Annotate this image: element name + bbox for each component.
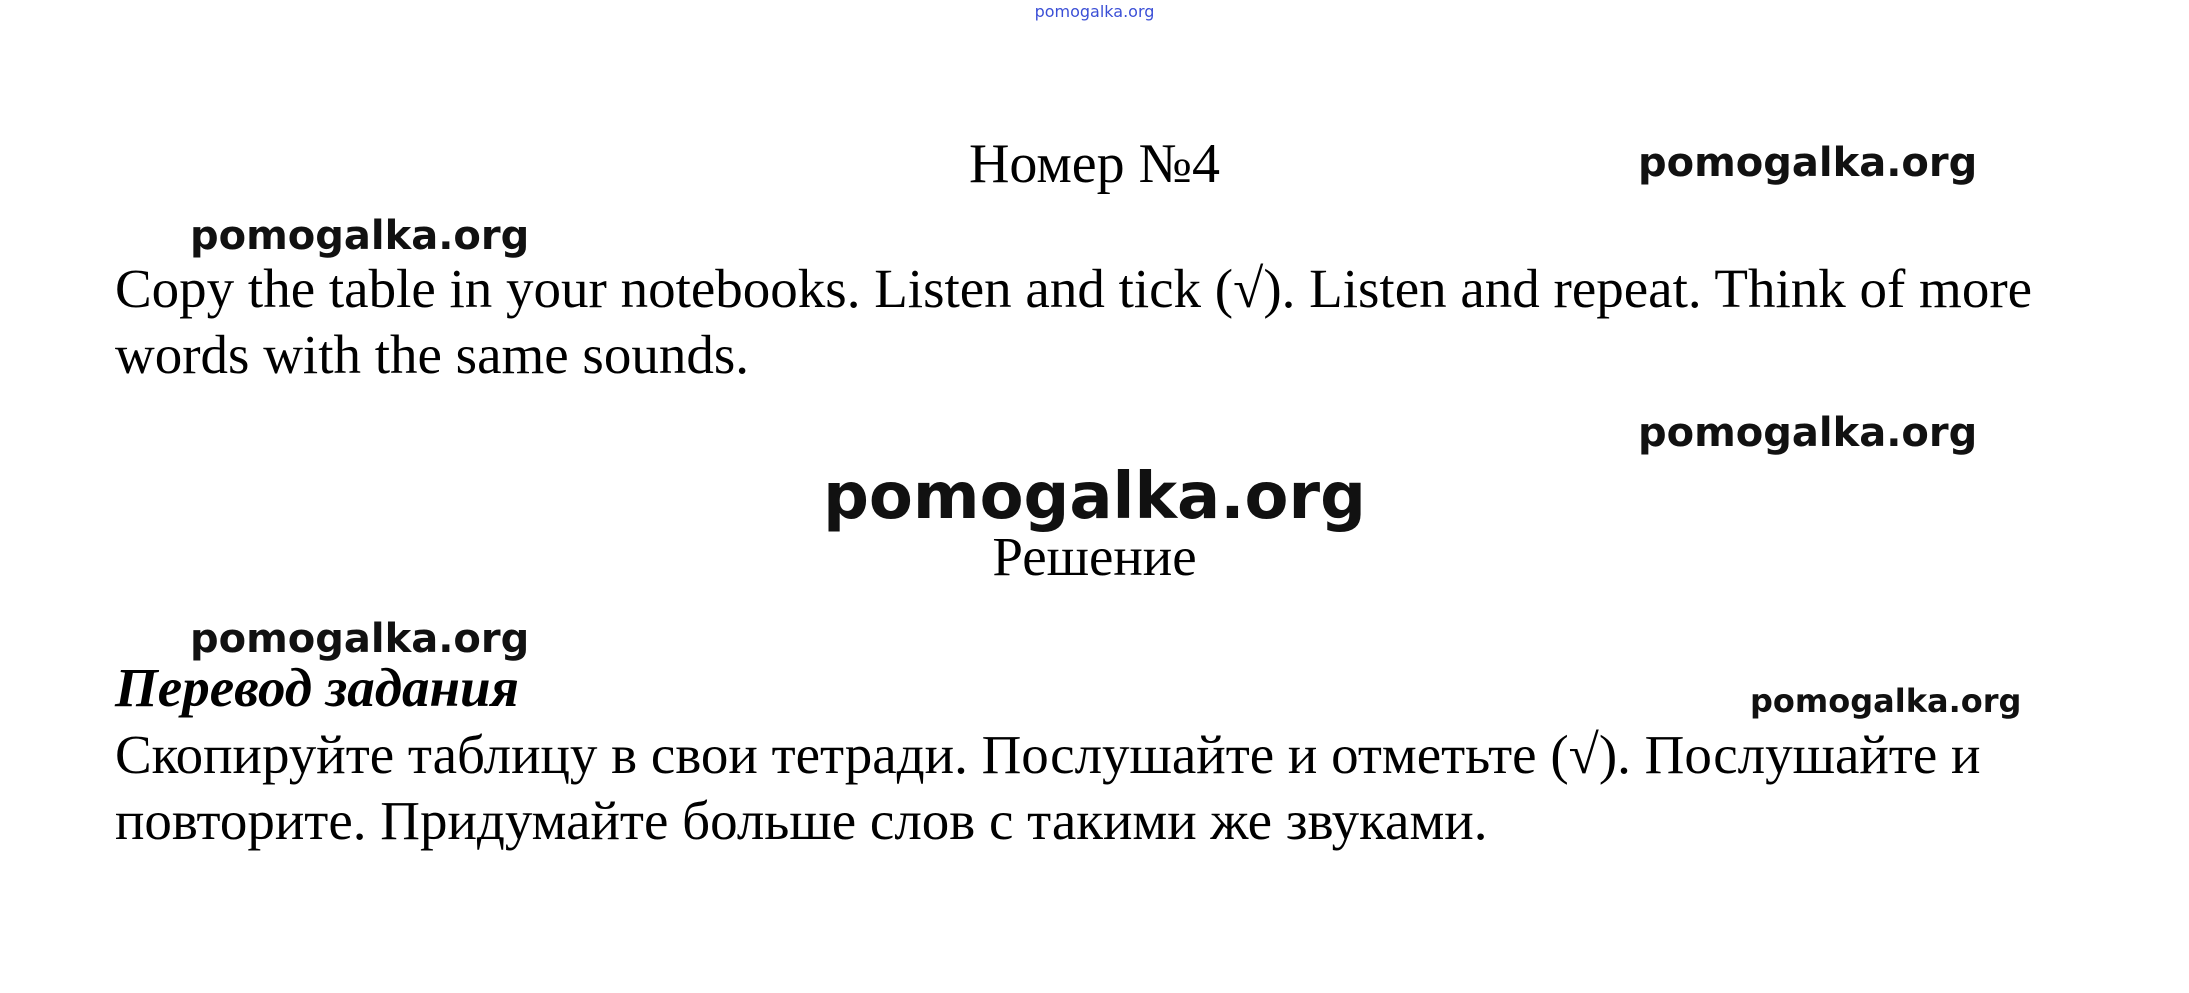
task-text: Copy the table in your notebooks. Listen and tick (√). Listen and repeat. Think of more words with the same sounds. [115,258,2033,385]
translation-heading: Перевод задания [115,657,519,718]
translation-text: Скопируйте таблицу в свои тетради. Послушайте и отметьте (√). Послушайте и повторите. Придумайте больше слов с такими же звуками. [115,724,1981,851]
watermark-text: pomogalka.org [190,213,530,259]
watermark-text: pomogalka.org [1638,140,1978,186]
top-site-link[interactable]: pomogalka.org [1034,2,1155,21]
solution-label: Решение [992,526,1197,587]
watermark-large: pomogalka.org [823,460,1366,534]
exercise-title: Номер №4 [968,133,1221,195]
watermark-text: pomogalka.org [1638,410,1978,456]
watermark-text: pomogalka.org [1750,682,2022,720]
watermark-text: pomogalka.org [190,616,530,662]
